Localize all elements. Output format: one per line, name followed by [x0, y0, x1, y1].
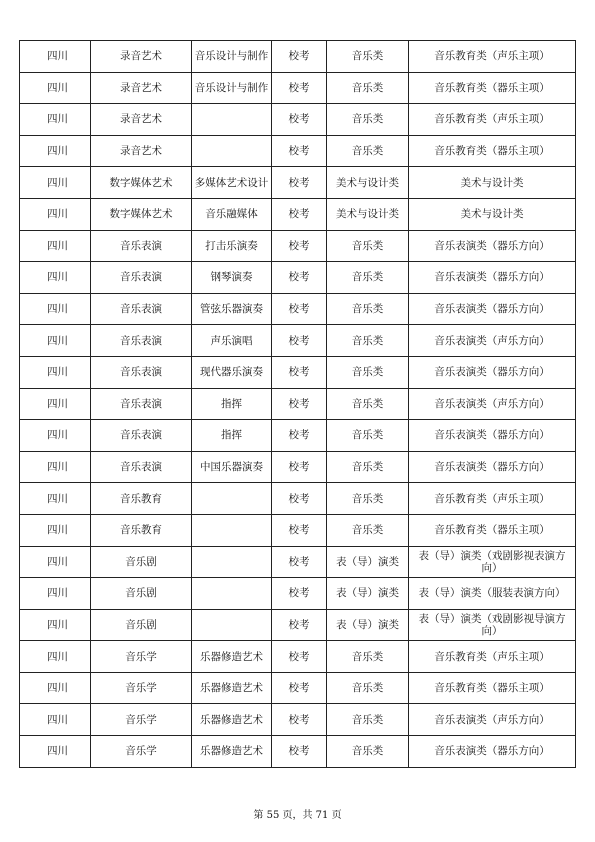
direction-cell — [192, 104, 272, 136]
province-cell: 四川 — [20, 104, 91, 136]
subject-cell: 音乐表演类（声乐方向） — [409, 704, 576, 736]
major-cell: 音乐表演 — [91, 420, 192, 452]
category-cell: 表（导）演类 — [327, 609, 409, 641]
category-cell: 表（导）演类 — [327, 546, 409, 578]
exam-type-cell: 校考 — [272, 198, 327, 230]
subject-cell: 音乐教育类（声乐主项） — [409, 641, 576, 673]
direction-cell: 乐器修造艺术 — [192, 736, 272, 768]
major-cell: 音乐表演 — [91, 451, 192, 483]
direction-cell: 现代器乐演奏 — [192, 356, 272, 388]
major-cell: 音乐学 — [91, 736, 192, 768]
subject-cell: 表（导）演类（戏剧影视表演方向） — [409, 546, 576, 578]
province-cell: 四川 — [20, 135, 91, 167]
major-cell: 录音艺术 — [91, 104, 192, 136]
category-cell: 音乐类 — [327, 293, 409, 325]
subject-cell: 音乐教育类（声乐主项） — [409, 104, 576, 136]
category-cell: 音乐类 — [327, 736, 409, 768]
subject-cell: 音乐表演类（器乐方向） — [409, 230, 576, 262]
province-cell: 四川 — [20, 420, 91, 452]
province-cell: 四川 — [20, 578, 91, 610]
province-cell: 四川 — [20, 41, 91, 73]
direction-cell: 音乐设计与制作 — [192, 41, 272, 73]
direction-cell — [192, 135, 272, 167]
major-cell: 数字媒体艺术 — [91, 167, 192, 199]
page-footer — [0, 806, 595, 821]
exam-type-cell: 校考 — [272, 451, 327, 483]
category-cell: 音乐类 — [327, 704, 409, 736]
major-cell: 音乐学 — [91, 704, 192, 736]
province-cell: 四川 — [20, 514, 91, 546]
exam-type-cell: 校考 — [272, 483, 327, 515]
category-cell: 音乐类 — [327, 41, 409, 73]
exam-type-cell: 校考 — [272, 672, 327, 704]
exam-type-cell: 校考 — [272, 704, 327, 736]
major-cell: 音乐剧 — [91, 546, 192, 578]
table-row — [20, 388, 576, 420]
table-row — [20, 262, 576, 294]
direction-cell: 乐器修造艺术 — [192, 704, 272, 736]
subject-cell: 表（导）演类（戏剧影视导演方向） — [409, 609, 576, 641]
category-cell: 音乐类 — [327, 514, 409, 546]
table-row — [20, 41, 576, 73]
subject-cell: 音乐表演类（器乐方向） — [409, 736, 576, 768]
subject-cell: 表（导）演类（服装表演方向） — [409, 578, 576, 610]
subject-cell: 音乐表演类（器乐方向） — [409, 356, 576, 388]
category-cell: 音乐类 — [327, 262, 409, 294]
direction-cell: 乐器修造艺术 — [192, 641, 272, 673]
table-row — [20, 356, 576, 388]
category-cell: 音乐类 — [327, 451, 409, 483]
province-cell: 四川 — [20, 672, 91, 704]
major-cell: 音乐表演 — [91, 262, 192, 294]
table-row — [20, 672, 576, 704]
exam-type-cell: 校考 — [272, 262, 327, 294]
category-cell: 音乐类 — [327, 356, 409, 388]
direction-cell: 声乐演唱 — [192, 325, 272, 357]
province-cell: 四川 — [20, 609, 91, 641]
table-body — [20, 41, 576, 768]
subject-cell: 音乐表演类（器乐方向） — [409, 262, 576, 294]
major-cell: 音乐教育 — [91, 514, 192, 546]
table-row — [20, 704, 576, 736]
major-cell: 音乐表演 — [91, 388, 192, 420]
table-row — [20, 420, 576, 452]
exam-type-cell: 校考 — [272, 104, 327, 136]
province-cell: 四川 — [20, 230, 91, 262]
admissions-table — [19, 40, 576, 768]
exam-type-cell: 校考 — [272, 325, 327, 357]
subject-cell: 音乐教育类（器乐主项） — [409, 514, 576, 546]
exam-type-cell: 校考 — [272, 167, 327, 199]
province-cell: 四川 — [20, 451, 91, 483]
subject-cell: 音乐表演类（声乐方向） — [409, 388, 576, 420]
direction-cell — [192, 514, 272, 546]
province-cell: 四川 — [20, 704, 91, 736]
subject-cell: 美术与设计类 — [409, 167, 576, 199]
subject-cell: 音乐教育类（声乐主项） — [409, 483, 576, 515]
major-cell: 音乐表演 — [91, 325, 192, 357]
major-cell: 数字媒体艺术 — [91, 198, 192, 230]
direction-cell: 音乐设计与制作 — [192, 72, 272, 104]
exam-type-cell: 校考 — [272, 736, 327, 768]
major-cell: 音乐剧 — [91, 578, 192, 610]
province-cell: 四川 — [20, 325, 91, 357]
province-cell: 四川 — [20, 198, 91, 230]
table-row — [20, 293, 576, 325]
subject-cell: 音乐教育类（器乐主项） — [409, 72, 576, 104]
major-cell: 录音艺术 — [91, 72, 192, 104]
direction-cell: 中国乐器演奏 — [192, 451, 272, 483]
category-cell: 音乐类 — [327, 483, 409, 515]
exam-type-cell: 校考 — [272, 356, 327, 388]
exam-type-cell: 校考 — [272, 641, 327, 673]
category-cell: 音乐类 — [327, 672, 409, 704]
exam-type-cell: 校考 — [272, 388, 327, 420]
major-cell: 音乐学 — [91, 672, 192, 704]
subject-cell: 音乐教育类（器乐主项） — [409, 672, 576, 704]
subject-cell: 音乐教育类（声乐主项） — [409, 41, 576, 73]
exam-type-cell: 校考 — [272, 609, 327, 641]
category-cell: 音乐类 — [327, 135, 409, 167]
subject-cell: 音乐表演类（器乐方向） — [409, 293, 576, 325]
province-cell: 四川 — [20, 356, 91, 388]
major-cell: 录音艺术 — [91, 135, 192, 167]
category-cell: 音乐类 — [327, 230, 409, 262]
table-row — [20, 167, 576, 199]
direction-cell: 乐器修造艺术 — [192, 672, 272, 704]
direction-cell — [192, 609, 272, 641]
exam-type-cell: 校考 — [272, 420, 327, 452]
category-cell: 音乐类 — [327, 420, 409, 452]
subject-cell: 音乐表演类（器乐方向） — [409, 451, 576, 483]
province-cell: 四川 — [20, 546, 91, 578]
table-row — [20, 198, 576, 230]
direction-cell — [192, 546, 272, 578]
table-row — [20, 325, 576, 357]
major-cell: 音乐学 — [91, 641, 192, 673]
major-cell: 录音艺术 — [91, 41, 192, 73]
table-row — [20, 451, 576, 483]
major-cell: 音乐表演 — [91, 293, 192, 325]
category-cell: 美术与设计类 — [327, 167, 409, 199]
category-cell: 音乐类 — [327, 104, 409, 136]
province-cell: 四川 — [20, 483, 91, 515]
exam-type-cell: 校考 — [272, 578, 327, 610]
table-row — [20, 230, 576, 262]
category-cell: 音乐类 — [327, 641, 409, 673]
subject-cell: 音乐表演类（器乐方向） — [409, 420, 576, 452]
exam-type-cell: 校考 — [272, 72, 327, 104]
direction-cell — [192, 578, 272, 610]
direction-cell: 指挥 — [192, 420, 272, 452]
table-row — [20, 546, 576, 578]
subject-cell: 音乐表演类（声乐方向） — [409, 325, 576, 357]
major-cell: 音乐教育 — [91, 483, 192, 515]
table-row — [20, 641, 576, 673]
province-cell: 四川 — [20, 736, 91, 768]
direction-cell: 打击乐演奏 — [192, 230, 272, 262]
table-row — [20, 578, 576, 610]
province-cell: 四川 — [20, 293, 91, 325]
major-cell: 音乐表演 — [91, 230, 192, 262]
table-row — [20, 736, 576, 768]
direction-cell: 管弦乐器演奏 — [192, 293, 272, 325]
province-cell: 四川 — [20, 72, 91, 104]
exam-type-cell: 校考 — [272, 230, 327, 262]
direction-cell — [192, 483, 272, 515]
table-row — [20, 483, 576, 515]
category-cell: 美术与设计类 — [327, 198, 409, 230]
table-row — [20, 135, 576, 167]
direction-cell: 指挥 — [192, 388, 272, 420]
subject-cell: 音乐教育类（器乐主项） — [409, 135, 576, 167]
major-cell: 音乐剧 — [91, 609, 192, 641]
exam-type-cell: 校考 — [272, 546, 327, 578]
direction-cell: 多媒体艺术设计 — [192, 167, 272, 199]
exam-type-cell: 校考 — [272, 41, 327, 73]
province-cell: 四川 — [20, 388, 91, 420]
page-number: 第 55 页，共 71 页 — [253, 810, 342, 821]
province-cell: 四川 — [20, 262, 91, 294]
category-cell: 表（导）演类 — [327, 578, 409, 610]
category-cell: 音乐类 — [327, 325, 409, 357]
exam-type-cell: 校考 — [272, 135, 327, 167]
table-row — [20, 514, 576, 546]
direction-cell: 钢琴演奏 — [192, 262, 272, 294]
exam-type-cell: 校考 — [272, 293, 327, 325]
exam-type-cell: 校考 — [272, 514, 327, 546]
major-cell: 音乐表演 — [91, 356, 192, 388]
province-cell: 四川 — [20, 167, 91, 199]
subject-cell: 美术与设计类 — [409, 198, 576, 230]
table-row — [20, 72, 576, 104]
province-cell: 四川 — [20, 641, 91, 673]
category-cell: 音乐类 — [327, 388, 409, 420]
category-cell: 音乐类 — [327, 72, 409, 104]
table-row — [20, 609, 576, 641]
direction-cell: 音乐融媒体 — [192, 198, 272, 230]
table-row — [20, 104, 576, 136]
